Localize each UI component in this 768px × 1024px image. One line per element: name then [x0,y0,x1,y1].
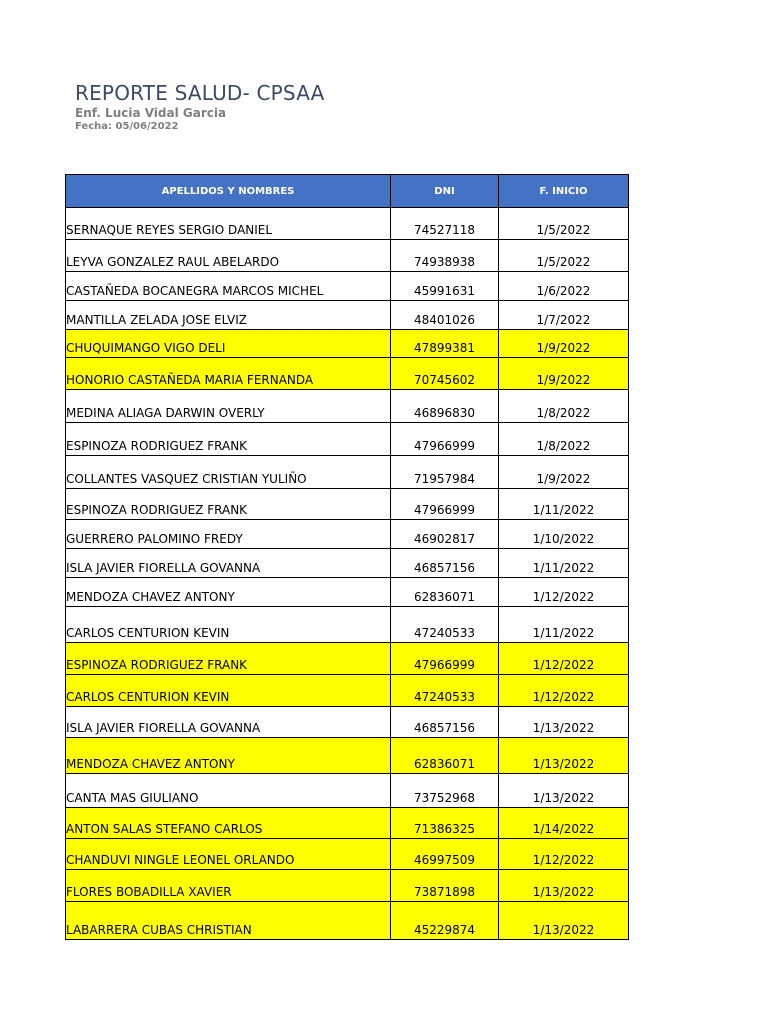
cell-dni: 48401026 [391,301,499,330]
cell-name: ANTON SALAS STEFANO CARLOS [66,808,391,839]
cell-name: ESPINOZA RODRIGUEZ FRANK [66,643,391,675]
cell-start-date: 1/12/2022 [499,675,629,707]
table-row [66,643,629,675]
cell-name: LABARRERA CUBAS CHRISTIAN [66,902,391,940]
cell-name: COLLANTES VASQUEZ CRISTIAN YULIÑO [66,456,391,489]
table-row [66,839,629,870]
cell-start-date: 1/13/2022 [499,870,629,902]
cell-name: ISLA JAVIER FIORELLA GOVANNA [66,549,391,578]
cell-start-date: 1/11/2022 [499,607,629,643]
cell-start-date: 1/11/2022 [499,489,629,520]
cell-dni: 45229874 [391,902,499,940]
cell-start-date: 1/10/2022 [499,520,629,549]
table-row [66,870,629,902]
cell-dni: 47240533 [391,607,499,643]
cell-name: CHANDUVI NINGLE LEONEL ORLANDO [66,839,391,870]
cell-name: ESPINOZA RODRIGUEZ FRANK [66,423,391,456]
cell-start-date: 1/14/2022 [499,808,629,839]
patients-table [65,174,629,940]
table-row [66,707,629,738]
cell-name: MANTILLA ZELADA JOSE ELVIZ [66,301,391,330]
table-row [66,390,629,423]
cell-name: CHUQUIMANGO VIGO DELI [66,330,391,358]
cell-name: MEDINA ALIAGA DARWIN OVERLY [66,390,391,423]
cell-name: MENDOZA CHAVEZ ANTONY [66,738,391,774]
column-header-dni: DNI [391,175,499,208]
cell-start-date: 1/9/2022 [499,330,629,358]
table-row [66,358,629,390]
table-header-row [66,175,629,208]
cell-start-date: 1/9/2022 [499,456,629,489]
cell-start-date: 1/8/2022 [499,390,629,423]
cell-start-date: 1/13/2022 [499,707,629,738]
report-title: REPORTE SALUD- CPSAA [75,81,325,105]
cell-start-date: 1/13/2022 [499,902,629,940]
cell-dni: 46896830 [391,390,499,423]
table-row [66,549,629,578]
cell-dni: 47966999 [391,489,499,520]
cell-dni: 74938938 [391,240,499,272]
cell-start-date: 1/12/2022 [499,643,629,675]
cell-start-date: 1/8/2022 [499,423,629,456]
cell-name: GUERRERO PALOMINO FREDY [66,520,391,549]
cell-dni: 74527118 [391,208,499,240]
table-row [66,520,629,549]
table-row [66,808,629,839]
table-row [66,902,629,940]
table-row [66,240,629,272]
cell-start-date: 1/12/2022 [499,839,629,870]
report-header [75,80,325,134]
cell-dni: 46857156 [391,707,499,738]
cell-dni: 47966999 [391,423,499,456]
cell-dni: 46857156 [391,549,499,578]
cell-dni: 71957984 [391,456,499,489]
cell-start-date: 1/11/2022 [499,549,629,578]
cell-start-date: 1/13/2022 [499,738,629,774]
table-row [66,423,629,456]
report-date: Fecha: 05/06/2022 [75,121,179,132]
table-row [66,489,629,520]
table-row [66,578,629,607]
cell-dni: 45991631 [391,272,499,301]
nurse-name: Enf. Lucia Vidal Garcia [75,106,227,120]
cell-dni: 62836071 [391,578,499,607]
cell-dni: 73752968 [391,774,499,808]
cell-name: LEYVA GONZALEZ RAUL ABELARDO [66,240,391,272]
cell-dni: 71386325 [391,808,499,839]
table-row [66,774,629,808]
cell-dni: 47966999 [391,643,499,675]
cell-dni: 70745602 [391,358,499,390]
cell-dni: 47240533 [391,675,499,707]
cell-dni: 46902817 [391,520,499,549]
column-header-name: APELLIDOS Y NOMBRES [66,175,391,208]
cell-name: SERNAQUE REYES SERGIO DANIEL [66,208,391,240]
cell-start-date: 1/6/2022 [499,272,629,301]
cell-name: CASTAÑEDA BOCANEGRA MARCOS MICHEL [66,272,391,301]
table-row [66,675,629,707]
cell-dni: 62836071 [391,738,499,774]
cell-start-date: 1/9/2022 [499,358,629,390]
cell-name: HONORIO CASTAÑEDA MARIA FERNANDA [66,358,391,390]
table-row [66,272,629,301]
table-row [66,208,629,240]
table-row [66,738,629,774]
cell-name: ESPINOZA RODRIGUEZ FRANK [66,489,391,520]
cell-dni: 73871898 [391,870,499,902]
cell-name: FLORES BOBADILLA XAVIER [66,870,391,902]
cell-start-date: 1/13/2022 [499,774,629,808]
cell-start-date: 1/5/2022 [499,208,629,240]
cell-name: CANTA MAS GIULIANO [66,774,391,808]
cell-name: CARLOS CENTURION KEVIN [66,607,391,643]
column-header-start-date: F. INICIO [499,175,629,208]
cell-name: ISLA JAVIER FIORELLA GOVANNA [66,707,391,738]
cell-start-date: 1/12/2022 [499,578,629,607]
cell-start-date: 1/5/2022 [499,240,629,272]
table-row [66,456,629,489]
table-row [66,607,629,643]
cell-dni: 47899381 [391,330,499,358]
cell-name: MENDOZA CHAVEZ ANTONY [66,578,391,607]
cell-start-date: 1/7/2022 [499,301,629,330]
cell-dni: 46997509 [391,839,499,870]
table-row [66,301,629,330]
cell-name: CARLOS CENTURION KEVIN [66,675,391,707]
table-row [66,330,629,358]
